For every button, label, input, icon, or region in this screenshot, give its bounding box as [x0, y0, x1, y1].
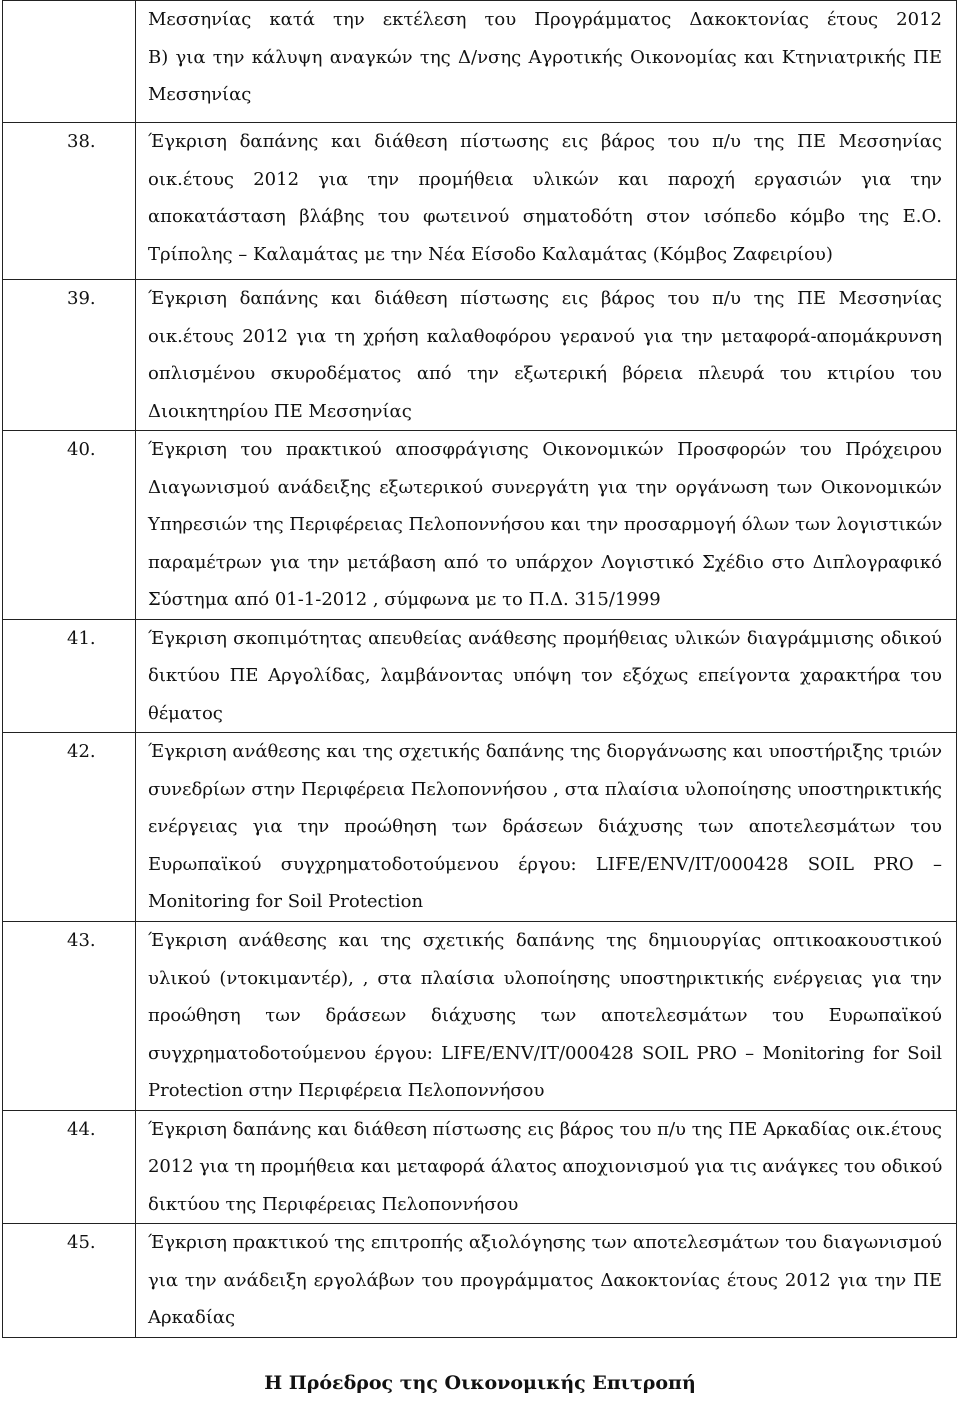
item-number: 40.: [3, 431, 136, 620]
item-text-cell: [136, 123, 957, 280]
agenda-item: [3, 619, 957, 733]
text-line: Έγκριση σκοπιμότητας απευθείας ανάθεσης προμήθειας υλικών διαγράμμισης οδικού: [148, 627, 942, 649]
text-line: Αρκαδίας: [148, 1307, 236, 1328]
item-number: 38.: [3, 123, 136, 280]
item-number: 43.: [3, 922, 136, 1111]
text-line: Έγκριση ανάθεσης και της σχετικής δαπάνης της διοργάνωσης και υποστήριξης τριών: [148, 741, 942, 762]
text-line: παραμέτρων για την μετάβαση από το υπάρχον Λογιστικό Σχέδιο στο Διπλογραφικό: [148, 551, 942, 573]
text-line: συνεδρίων στην Περιφέρεια Πελοποννήσου , στα πλαίσια υλοποίησης υποστηρικτικής: [148, 778, 942, 800]
text-line: Έγκριση πρακτικού της επιτροπής αξιολόγησης των αποτελεσμάτων του διαγωνισμού: [148, 1232, 942, 1253]
text-line: για την ανάδειξη εργολάβων του προγράμματος Δακοκτονίας έτους 2012 για την ΠΕ: [148, 1269, 942, 1291]
agenda-table: [2, 0, 957, 1338]
item-number: 39.: [3, 280, 136, 431]
text-line: Μεσσηνίας κατά την εκτέλεση του Προγράμματος Δακοκτονίας έτους 2012: [148, 9, 942, 30]
text-line: δικτύου της Περιφέρειας Πελοποννήσου: [148, 1193, 519, 1215]
text-line: Β) για την κάλυψη αναγκών της Δ/νσης Αγροτικής Οικονομίας και Κτηνιατρικής ΠΕ: [148, 46, 942, 68]
text-line: Monitoring for Soil Protection: [148, 891, 424, 912]
text-line: δικτύου ΠΕ Αργολίδας, λαμβάνοντας υπόψη τον εξόχως επείγοντα χαρακτήρα του: [148, 665, 942, 686]
item-text-cell: [136, 619, 957, 733]
item-text-cell: [136, 1224, 957, 1338]
agenda-item: [3, 123, 957, 280]
text-line: Διοικητηρίου ΠΕ Μεσσηνίας: [148, 400, 412, 422]
item-text-cell: [136, 1110, 957, 1224]
agenda-item: [3, 431, 957, 620]
item-number: 45.: [3, 1224, 136, 1338]
text-line: Μεσσηνίας: [148, 84, 252, 105]
text-line: Έγκριση δαπάνης και διάθεση πίστωσης εις βάρος του π/υ της ΠΕ Αρκαδίας οικ.έτους: [148, 1118, 942, 1140]
text-line: 2012 για τη προμήθεια και μεταφορά άλατος αποχιονισμού για τις ανάγκες του οδικού: [148, 1156, 943, 1177]
text-line: προώθηση των δράσεων διάχυσης των αποτελεσμάτων του Ευρωπαϊκού: [148, 1005, 942, 1026]
text-line: θέματος: [148, 702, 223, 724]
text-line: Έγκριση δαπάνης και διάθεση πίστωσης εις βάρος του π/υ της ΠΕ Μεσσηνίας: [148, 288, 942, 309]
item-text-cell: [136, 431, 957, 620]
text-line: ενέργειας για την προώθηση των δράσεων διάχυσης των αποτελεσμάτων του: [148, 816, 942, 837]
text-line: Διαγωνισμού ανάδειξης εξωτερικού συνεργάτη για την οργάνωση των Οικονομικών: [148, 476, 942, 498]
text-line: Έγκριση δαπάνης και διάθεση πίστωσης εις βάρος του π/υ της ΠΕ Μεσσηνίας: [148, 131, 942, 152]
item-text-cell: [136, 733, 957, 922]
item-number: 42.: [3, 733, 136, 922]
agenda-item: [3, 280, 957, 431]
text-line: οικ.έτους 2012 για τη χρήση καλαθοφόρου γερανού για την μεταφορά-απομάκρυνση: [148, 325, 942, 347]
continuation-text-cell: [136, 1, 957, 123]
text-line: οπλισμένου σκυροδέματος από την εξωτερική βόρεια πλευρά του κτιρίου του: [148, 363, 942, 384]
text-line: Ευρωπαϊκού συγχρηματοδοτούμενου έργου: LIFE/ENV/IT/000428 SOIL PRO –: [148, 853, 942, 875]
text-line: Υπηρεσιών της Περιφέρειας Πελοποννήσου και την προσαρμογή όλων των λογιστικών: [148, 514, 943, 535]
text-line: Έγκριση του πρακτικού αποσφράγισης Οικονομικών Προσφορών του Πρόχειρου: [148, 439, 942, 460]
text-line: αποκατάσταση βλάβης του φωτεινού σηματοδότη στον ισόπεδο κόμβο της Ε.Ο.: [148, 206, 942, 227]
text-line: Protection στην Περιφέρεια Πελοποννήσου: [148, 1080, 545, 1101]
agenda-item: [3, 922, 957, 1111]
continuation-row: [3, 1, 957, 123]
item-text-cell: [136, 280, 957, 431]
agenda-item: [3, 1224, 957, 1338]
text-line: οικ.έτους 2012 για την προμήθεια υλικών και παροχή εργασιών για την: [148, 168, 942, 190]
agenda-item: [3, 733, 957, 922]
item-number: 41.: [3, 619, 136, 733]
continuation-number-cell: [3, 1, 136, 123]
item-text-cell: [136, 922, 957, 1111]
text-line: Τρίπολης – Καλαμάτας με την Νέα Είσοδο Καλαμάτας (Κόμβος Ζαφειρίου): [148, 243, 833, 265]
text-line: Σύστημα από 01-1-2012 , σύμφωνα με το Π.Δ. 315/1999: [148, 589, 661, 610]
item-number: 44.: [3, 1110, 136, 1224]
agenda-item: [3, 1110, 957, 1224]
signature-title: Η Πρόεδρος της Οικονομικής Επιτροπή: [264, 1372, 696, 1394]
text-line: υλικού (ντοκιμαντέρ), , στα πλαίσια υλοποίησης υποστηρικτικής ενέργειας για την: [148, 967, 942, 989]
text-line: Έγκριση ανάθεσης και της σχετικής δαπάνης της δημιουργίας οπτικοακουστικού: [148, 930, 942, 951]
text-line: συγχρηματοδοτούμενου έργου: LIFE/ENV/IT/000428 SOIL PRO – Monitoring for Soil: [148, 1042, 942, 1064]
